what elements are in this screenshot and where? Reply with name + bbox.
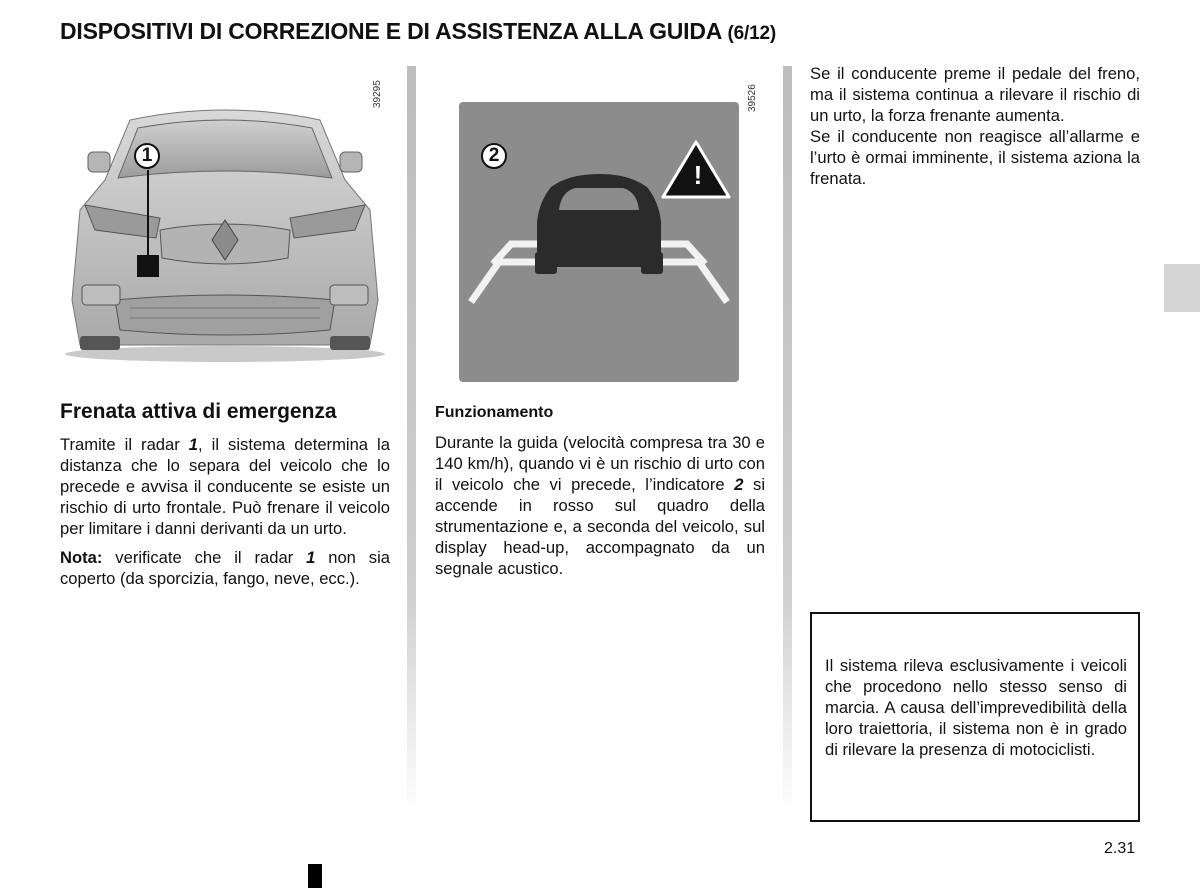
title-page-indicator: (6/12) (727, 23, 776, 44)
paragraph-radar-b: , il sistema determina la distanza che lo separa del veicolo che lo precede e avvisa il conducente se esiste un rischio di urto frontale. Può frenare il veicolo per limitare i danni derivanti da un urto. (60, 435, 390, 538)
collision-warning-display (459, 102, 739, 382)
note-radar-ref: 1 (306, 548, 316, 567)
chapter-side-tab (1164, 264, 1200, 312)
paragraph-radar-a: Tramite il radar (60, 435, 189, 454)
right-column-text (810, 63, 1140, 189)
title-text: DISPOSITIVI DI CORREZIONE E DI ASSISTENZA ALLA GUIDA (60, 18, 722, 44)
radar-sensor-marker (137, 255, 159, 277)
column-divider-left (407, 66, 416, 816)
indicator-ref: 2 (734, 475, 744, 494)
callout-2: 2 (481, 143, 507, 169)
figure-code-2: 39526 (747, 84, 758, 112)
page-title (60, 18, 1160, 45)
paragraph-operation-b: si accende in rosso sul quadro della strumentazione e, a seconda del veicolo, sul display head-up, accompagnato da un segnale acustico. (435, 475, 766, 578)
section-heading: Frenata attiva di emergenza (60, 400, 337, 423)
paragraph-radar (60, 434, 390, 539)
left-column-text (60, 434, 390, 597)
radar-ref: 1 (188, 435, 199, 454)
paragraph-note (60, 547, 390, 589)
operation-subheading: Funzionamento (435, 404, 554, 421)
column-divider-right (783, 66, 792, 816)
paragraph-operation-a: Durante la guida (velocità compresa tra 30 e 140 km/h), quando vi è un rischio di urto con il veicolo che vi precede, l’indicatore (435, 433, 765, 494)
info-note-text: Il sistema rileva esclusivamente i veicoli che procedono nello stesso senso di marcia. A causa dell’imprevedibilità della loro traiettoria, il sistema non è in grado di rilevare la presenza di motociclisti. (825, 656, 1127, 759)
paragraph-operation (435, 432, 765, 579)
info-note-box (810, 612, 1140, 822)
crop-mark (308, 864, 322, 888)
middle-column-text (435, 432, 765, 587)
page-number: 2.31 (1104, 840, 1136, 857)
note-text-a: verificate che il radar (102, 548, 307, 567)
figure-code-1: 39295 (372, 80, 383, 108)
note-label: Nota: (60, 548, 103, 567)
note-text-b: non sia coperto (da sporcizia, fango, neve, ecc.). (60, 548, 390, 588)
car-front-illustration (60, 100, 390, 370)
callout-1: 1 (134, 143, 160, 169)
paragraph-brake: Se il conducente preme il pedale del freno, ma il sistema continua a rilevare il rischio di un urto, la forza frenante aumenta. (810, 64, 1140, 125)
paragraph-auto-brake: Se il conducente non reagisce all’allarme e l’urto è ormai imminente, il sistema aziona la frenata. (810, 127, 1140, 188)
warning-symbol: ! (693, 160, 703, 190)
